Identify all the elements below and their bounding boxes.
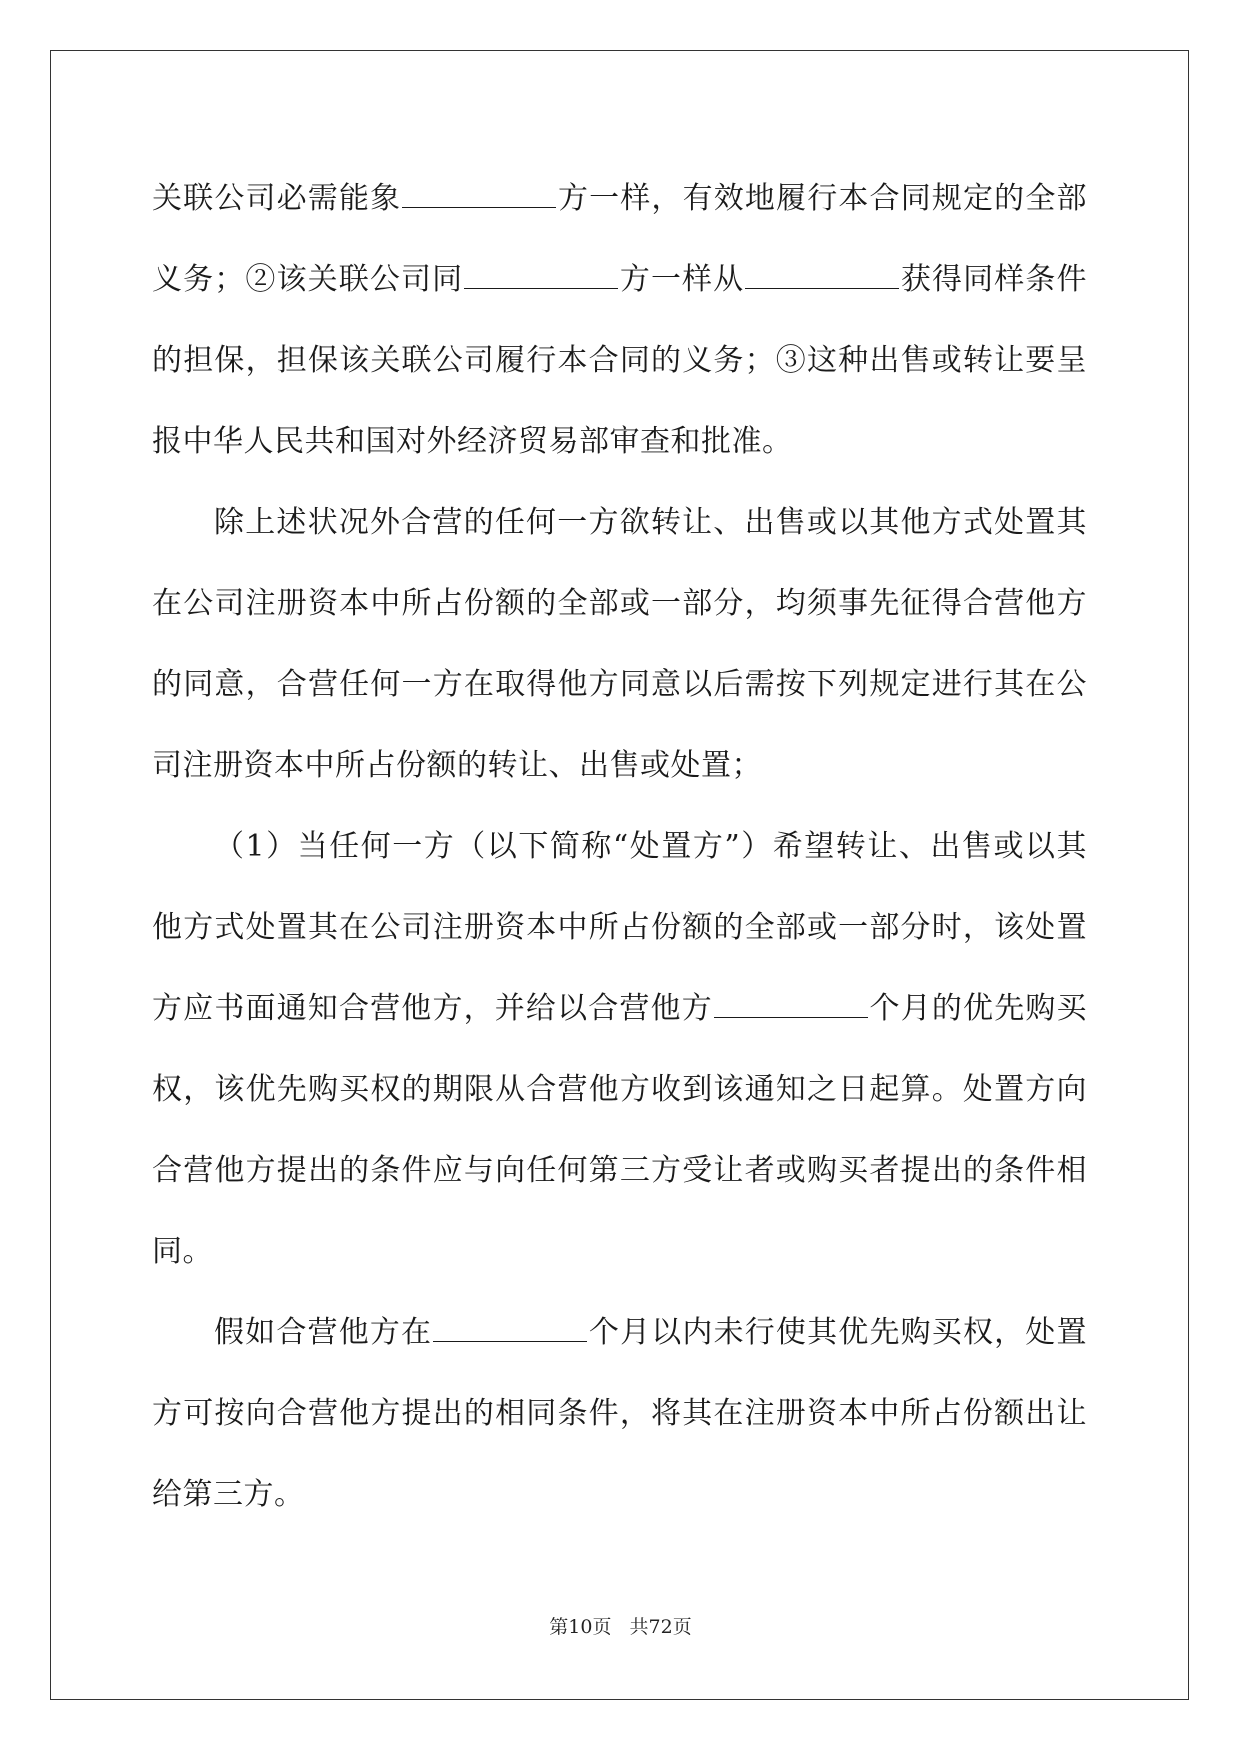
fill-in-blank — [402, 181, 556, 208]
paragraph-text: 假如合营他方在 — [214, 1315, 433, 1350]
document-body — [152, 158, 1087, 1535]
fill-in-blank — [464, 262, 618, 289]
paragraph — [152, 806, 1087, 1292]
paragraph-text: 个月以内未行使其优先购买权，处置方可按向合营他方提出的相同条件，将其在注册资本中所占份额出让给第三方。 — [152, 1315, 1088, 1512]
fill-in-blank — [433, 1315, 587, 1342]
page-footer — [0, 1612, 1241, 1639]
page-label-suffix: 页 — [592, 1616, 612, 1638]
fill-in-blank — [745, 262, 899, 289]
paragraph-text: 个月的优先购买权，该优先购买权的期限从合营他方收到该通知之日起算。处置方向合营他方提出的条件应与向任何第三方受让者或购买者提出的条件相同。 — [152, 991, 1088, 1269]
paragraph — [152, 158, 1087, 482]
paragraph — [152, 482, 1087, 806]
paragraph — [152, 1292, 1087, 1535]
paragraph-text: （1）当任何一方（以下简称“处置方”）希望转让、出售或以其他方式处置其在公司注册资本中所占份额的全部或一部分时，该处置方应书面通知合营他方，并给以合营他方 — [152, 829, 1087, 1026]
paragraph-text: 除上述状况外合营的任何一方欲转让、出售或以其他方式处置其在公司注册资本中所占份额的全部或一部分，均须事先征得合营他方的同意，合营任何一方在取得他方同意以后需按下列规定进行其在公司注册资本中所占份额的转让、出售或处置； — [152, 505, 1087, 783]
total-pages: 72 — [648, 1616, 673, 1638]
paragraph-text: 关联公司必需能象 — [152, 181, 402, 216]
page-label-prefix: 第 — [549, 1616, 569, 1638]
paragraph-text: 获得同样条件的担保，担保该关联公司履行本合同的义务；③这种出售或转让要呈报中华人民共和国对外经济贸易部审查和批准。 — [152, 262, 1088, 459]
page-number: 10 — [568, 1616, 593, 1638]
paragraph-text: 方一样，有效地履行本合同规定的全部义务；②该关联公司同 — [152, 181, 1088, 297]
total-label-suffix: 页 — [672, 1616, 692, 1638]
paragraph-text: 方一样从 — [619, 262, 745, 297]
total-label-prefix: 共 — [629, 1616, 649, 1638]
fill-in-blank — [714, 991, 868, 1018]
